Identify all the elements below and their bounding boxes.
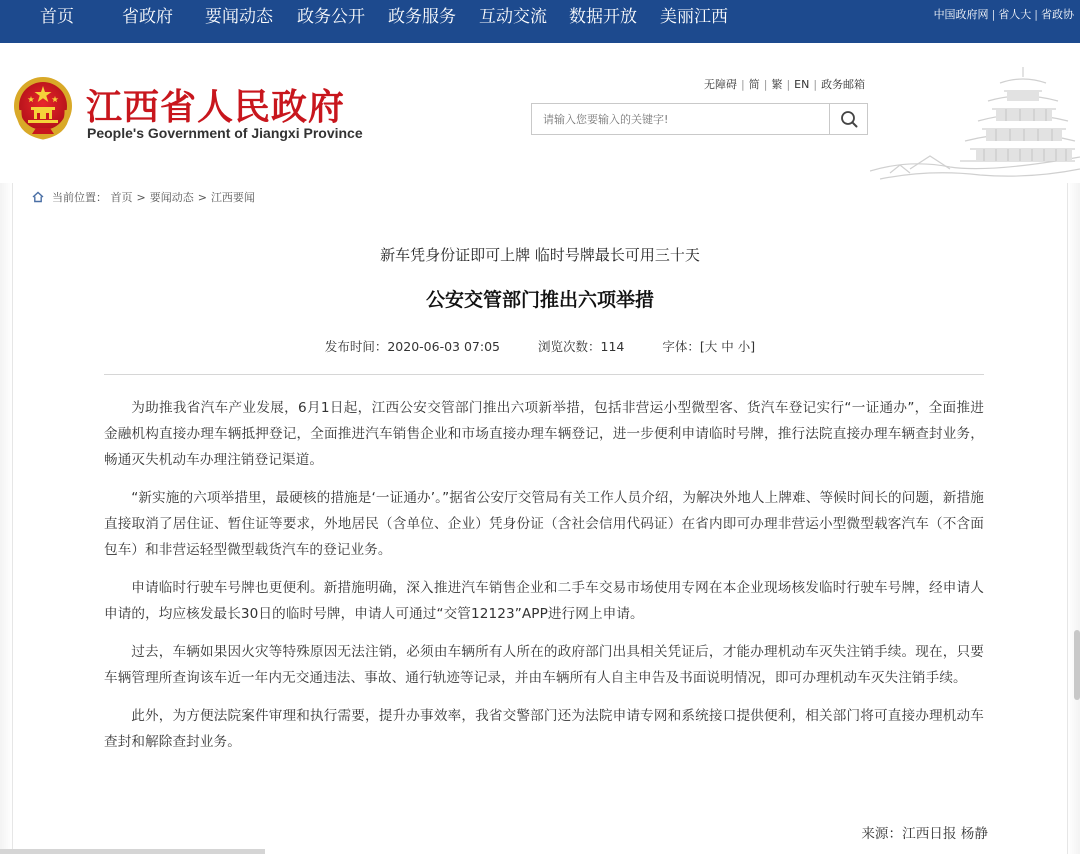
horizontal-scrollbar[interactable] — [0, 849, 265, 854]
separator: | — [786, 78, 791, 91]
nav-item-beautiful-jiangxi[interactable]: 美丽江西 — [660, 7, 728, 27]
vertical-scrollbar[interactable] — [1074, 630, 1080, 700]
nav-item-open-data[interactable]: 数据开放 — [569, 7, 637, 27]
top-external-links — [934, 0, 1074, 30]
search-icon — [830, 104, 868, 134]
pagoda-illustration — [870, 61, 1080, 183]
article-meta — [0, 337, 1080, 355]
search-box — [531, 103, 868, 135]
link-provincial-cppcc[interactable]: 省政协 — [1041, 8, 1074, 21]
breadcrumb — [32, 190, 255, 206]
english-link[interactable]: EN — [794, 78, 810, 91]
view-count-label: 浏览次数： — [537, 339, 601, 354]
nav-item-provincial-government[interactable]: 省政府 — [122, 7, 173, 27]
nav-item-interaction[interactable]: 互动交流 — [479, 7, 547, 27]
separator: | — [813, 78, 818, 91]
publish-time: 2020-06-03 07:05 — [387, 339, 500, 354]
font-size-label: 字体： — [662, 339, 700, 354]
breadcrumb-news[interactable]: 要闻动态 — [149, 191, 194, 204]
font-size-small-button[interactable]: 小 — [737, 339, 751, 354]
article-title: 公安交管部门推出六项举措 — [425, 289, 654, 311]
nav-item-news[interactable]: 要闻动态 — [205, 7, 273, 27]
home-icon — [32, 191, 44, 203]
article-source: 来源：江西日报 杨静 — [861, 826, 988, 842]
article-paragraph: 过去，车辆如果因火灾等特殊原因无法注销，必须由车辆所有人所在的政府部门出具相关凭证后，才能办理机动车灭失注销手续。现在，只要车辆管理所查询该车近一年内无交通违法、事故、通行轨迹等记录，并由车辆所有人自主申告及书面说明情况，即可办理机动车灭失注销手续。 — [104, 644, 984, 686]
traditional-chinese-link[interactable]: 繁 — [771, 78, 783, 91]
link-provincial-peoples-congress[interactable]: 省人大 — [998, 8, 1032, 21]
page-side-shadow — [1068, 183, 1080, 854]
site-title[interactable]: 江西省人民政府 — [86, 87, 346, 128]
separator: | — [1034, 8, 1038, 21]
breadcrumb-label: 当前位置： — [52, 191, 107, 204]
separator: | — [741, 78, 745, 91]
article-paragraph: 此外，为方便法院案件审理和执行需要，提升办事效率，我省交警部门还为法院申请专网和系统接口提供便利，相关部门将可直接办理机动车查封和解除查封业务。 — [104, 708, 984, 750]
separator: | — [763, 78, 768, 91]
page-side-shadow — [0, 183, 12, 854]
article-paragraph: 申请临时行驶车号牌也更便利。新措施明确，深入推进汽车销售企业和二手车交易市场使用专网在本企业现场核发临时行驶车号牌，经申请人申请的，均应核发最长30日的临时号牌，申请人可通过“交管12123”APP进行网上申请。 — [104, 580, 984, 622]
article-subtitle: 新车凭身份证即可上牌 临时号牌最长可用三十天 — [380, 246, 700, 264]
font-size-medium-button[interactable]: 中 — [721, 339, 734, 354]
divider — [104, 374, 984, 375]
nav-item-home[interactable]: 首页 — [40, 7, 74, 27]
breadcrumb-jiangxi-news[interactable]: 江西要闻 — [210, 191, 255, 204]
publish-time-label: 发布时间： — [324, 339, 388, 354]
government-email-link[interactable]: 政务邮箱 — [821, 78, 866, 91]
link-china-government[interactable]: 中国政府网 — [933, 8, 989, 21]
simplified-chinese-link[interactable]: 简 — [748, 78, 760, 91]
breadcrumb-separator: > — [136, 191, 146, 204]
site-subtitle-english: People's Government of Jiangxi Province — [87, 125, 363, 141]
article-body — [104, 395, 984, 767]
header-tools — [704, 76, 865, 92]
breadcrumb-home[interactable]: 首页 — [110, 191, 133, 204]
search-button[interactable] — [829, 104, 867, 134]
accessibility-link[interactable]: 无障碍 — [704, 78, 737, 91]
search-input[interactable] — [532, 104, 830, 134]
font-size-bracket: [ — [699, 339, 705, 354]
font-size-large-button[interactable]: 大 — [704, 339, 718, 354]
breadcrumb-separator: > — [197, 191, 207, 204]
article-paragraph: 为助推我省汽车产业发展，6月1日起，江西公安交管部门推出六项新举措，包括非营运小型微型客、货汽车登记实行“一证通办”，全面推进金融机构直接办理车辆抵押登记，全面推进汽车销售企业和市场直接办理车辆登记，进一步便利申请临时号牌，推行法院直接办理车辆查封业务，畅通灭失机动车办理注销登记渠道。 — [104, 400, 984, 468]
top-navigation-bar — [0, 0, 1080, 43]
separator: | — [991, 8, 996, 21]
national-emblem-icon[interactable] — [12, 74, 74, 142]
nav-item-government-services[interactable]: 政务服务 — [388, 7, 456, 27]
nav-item-government-affairs-disclosure[interactable]: 政务公开 — [297, 7, 365, 27]
font-size-bracket: ] — [750, 339, 756, 354]
article-paragraph: “新实施的六项举措里，最硬核的措施是‘一证通办’。”据省公安厅交管局有关工作人员介绍，为解决外地人上牌难、等候时间长的问题，新措施直接取消了居住证、暂住证等要求，外地居民（含单位、企业）凭身份证（含社会信用代码证）在省内即可办理非营运小型微型载客汽车（不含面包车）和非营运轻型微型载货汽车的登记业务。 — [104, 490, 984, 558]
site-header — [0, 43, 1080, 183]
view-count: 114 — [600, 339, 625, 354]
